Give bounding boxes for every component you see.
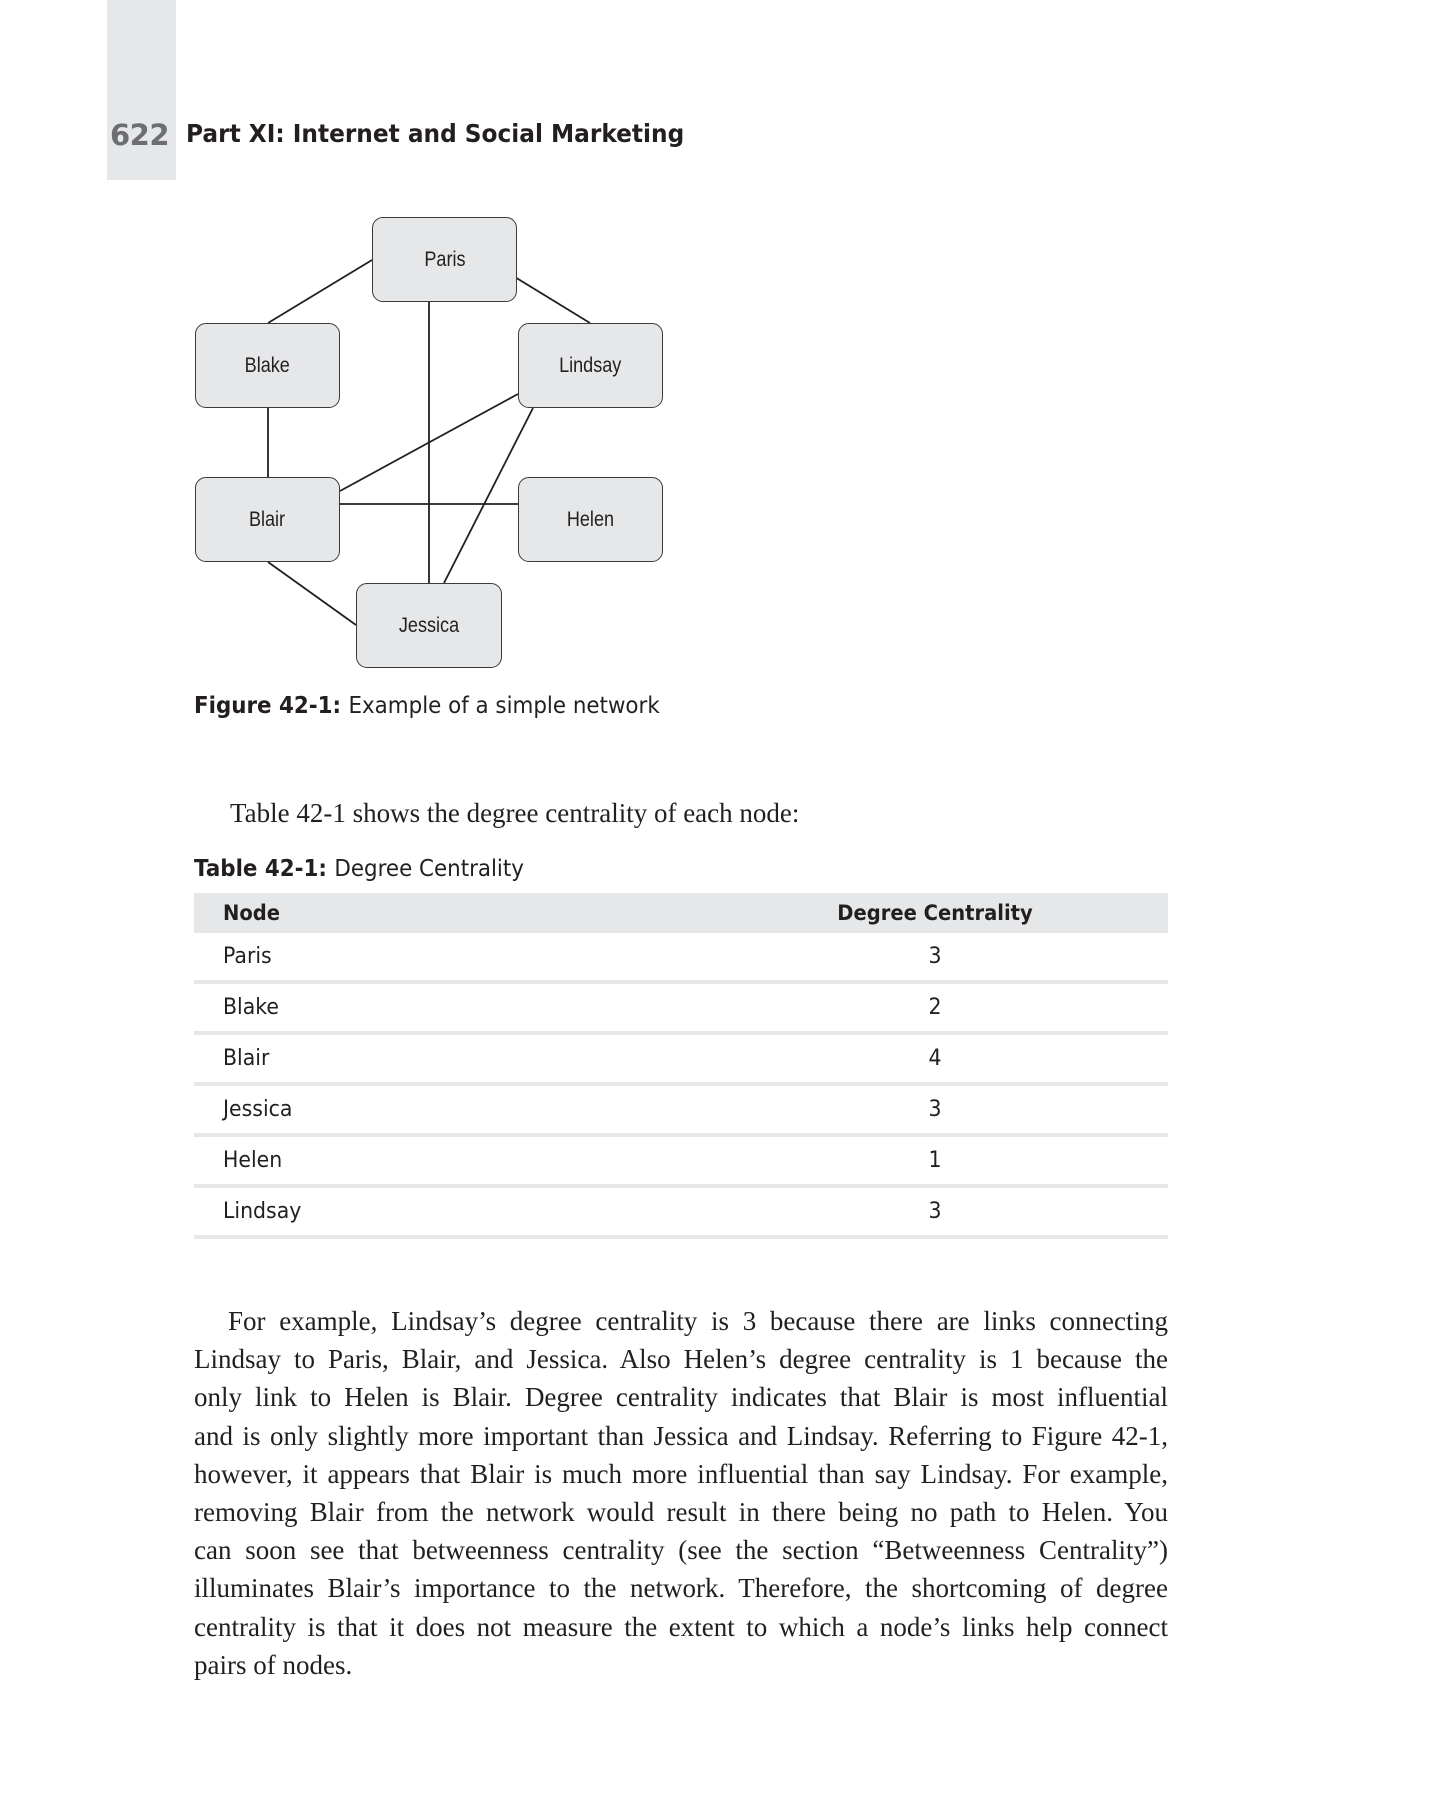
table-row xyxy=(194,984,1168,1035)
table-row xyxy=(194,1188,1168,1239)
body-line: only link to Helen is Blair. Degree centrality indicates that Blair is most influential xyxy=(194,1382,1168,1413)
cell-value-text: 1 xyxy=(928,1148,942,1173)
body-paragraph xyxy=(194,1302,1168,1684)
node-label: Helen xyxy=(566,507,615,531)
figure-caption-text: Example of a simple network xyxy=(348,693,660,719)
cell-value-text: 3 xyxy=(928,1097,942,1122)
body-line: Lindsay to Paris, Blair, and Jessica. Also Helen’s degree centrality is 1 because the xyxy=(194,1344,1168,1375)
network-figure xyxy=(0,0,1435,700)
body-line: and is only slightly more important than Jessica and Lindsay. Referring to Figure 42-1, xyxy=(194,1420,1168,1451)
table-caption-text: Degree Centrality xyxy=(334,856,524,882)
page-number: 622 xyxy=(110,118,170,152)
cell-value-text: 2 xyxy=(928,995,942,1020)
node-helen xyxy=(518,477,663,562)
table-caption-label: Table 42-1: xyxy=(194,856,327,882)
node-blake xyxy=(195,323,340,408)
degree-centrality-table xyxy=(194,893,1168,1239)
running-head: Part XI: Internet and Social Marketing xyxy=(186,119,685,148)
node-jessica xyxy=(356,583,502,668)
table-row xyxy=(194,1035,1168,1086)
cell-node: Lindsay xyxy=(223,1199,302,1224)
body-line: centrality is that it does not measure the extent to which a node’s links help connect xyxy=(194,1611,1168,1642)
cell-node: Blair xyxy=(223,1046,270,1071)
cell-value-text: 4 xyxy=(928,1046,942,1071)
cell-node: Paris xyxy=(223,944,272,969)
intro-paragraph: Table 42-1 shows the degree centrality of each node: xyxy=(230,798,800,828)
edge-blair-jessica xyxy=(268,562,356,625)
edge-paris-blake xyxy=(268,260,372,323)
table-row xyxy=(194,1137,1168,1188)
table-row xyxy=(194,1086,1168,1137)
header-degree-centrality-label: Degree Centrality xyxy=(837,901,1033,925)
node-label: Jessica xyxy=(398,613,460,637)
node-paris xyxy=(372,217,517,302)
body-line: removing Blair from the network would result in there being no path to Helen. You xyxy=(194,1496,1168,1527)
cell-node: Jessica xyxy=(223,1097,293,1122)
figure-caption xyxy=(194,693,660,719)
body-line: pairs of nodes. xyxy=(194,1649,353,1680)
header-node: Node xyxy=(223,901,280,925)
node-lindsay xyxy=(518,323,663,408)
body-line: illuminates Blair’s importance to the network. Therefore, the shortcoming of degree xyxy=(194,1573,1168,1604)
cell-node: Helen xyxy=(223,1148,283,1173)
table-row xyxy=(194,933,1168,984)
body-line: can soon see that betweenness centrality (see the section “Betweenness Centrality”) xyxy=(194,1535,1168,1566)
node-label: Blake xyxy=(244,353,291,377)
cell-value-text: 3 xyxy=(928,944,942,969)
figure-caption-label: Figure 42-1: xyxy=(194,693,342,719)
node-label: Lindsay xyxy=(559,353,622,377)
table-caption xyxy=(194,856,524,882)
node-label: Paris xyxy=(423,247,466,271)
cell-node: Blake xyxy=(223,995,279,1020)
table-header xyxy=(194,893,1168,933)
cell-value-text: 3 xyxy=(928,1199,942,1224)
body-line: however, it appears that Blair is much more influential than say Lindsay. For example, xyxy=(194,1458,1168,1489)
node-blair xyxy=(195,477,340,562)
node-label: Blair xyxy=(249,507,286,531)
body-line: For example, Lindsay’s degree centrality is 3 because there are links connecting xyxy=(228,1306,1168,1336)
